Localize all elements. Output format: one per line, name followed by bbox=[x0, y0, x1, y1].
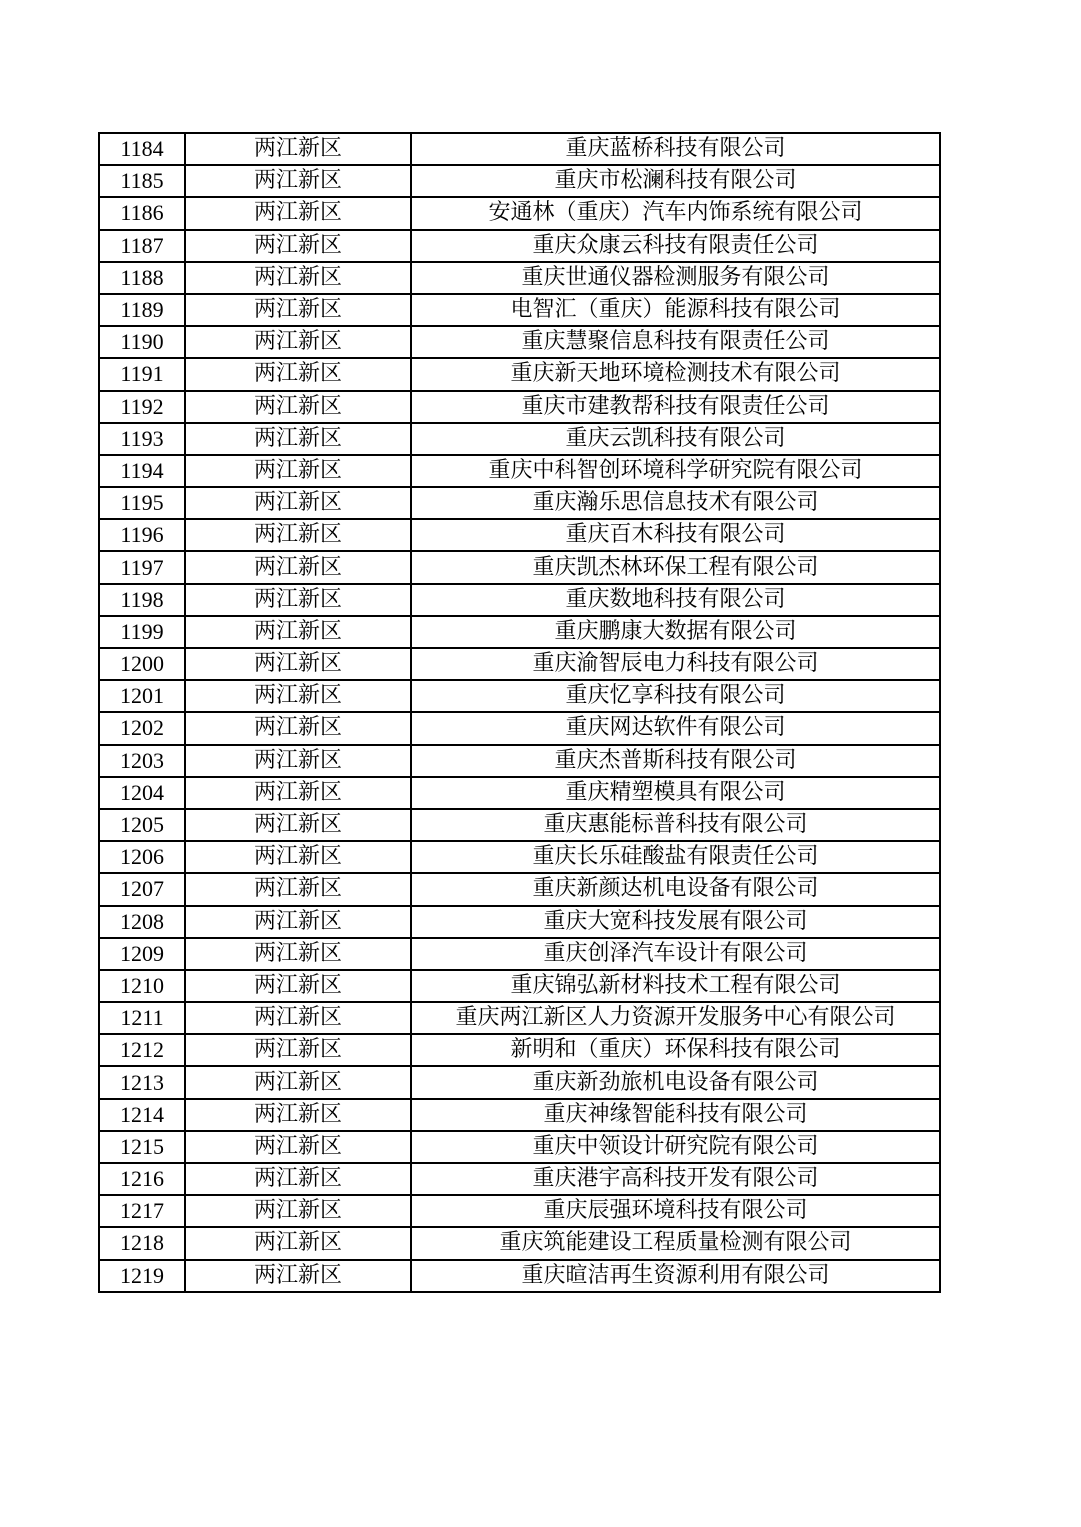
row-number-cell: 1204 bbox=[99, 777, 185, 809]
row-number-cell: 1199 bbox=[99, 616, 185, 648]
company-name-cell: 重庆鹏康大数据有限公司 bbox=[411, 616, 940, 648]
row-number-cell: 1216 bbox=[99, 1163, 185, 1195]
company-name-cell: 重庆瀚乐思信息技术有限公司 bbox=[411, 487, 940, 519]
table-row bbox=[99, 777, 940, 809]
company-name-cell: 重庆新天地环境检测技术有限公司 bbox=[411, 358, 940, 390]
row-number-cell: 1208 bbox=[99, 906, 185, 938]
company-name-cell: 电智汇（重庆）能源科技有限公司 bbox=[411, 294, 940, 326]
table-row bbox=[99, 1260, 940, 1292]
company-name-cell: 重庆市松澜科技有限公司 bbox=[411, 165, 940, 197]
row-number-cell: 1195 bbox=[99, 487, 185, 519]
company-name-cell: 重庆新劲旅机电设备有限公司 bbox=[411, 1066, 940, 1098]
table-row bbox=[99, 197, 940, 229]
table-row bbox=[99, 873, 940, 905]
district-cell: 两江新区 bbox=[185, 423, 411, 455]
row-number-cell: 1211 bbox=[99, 1002, 185, 1034]
company-name-cell: 重庆辰强环境科技有限公司 bbox=[411, 1195, 940, 1227]
table-row bbox=[99, 1131, 940, 1163]
company-name-cell: 重庆长乐硅酸盐有限责任公司 bbox=[411, 841, 940, 873]
district-cell: 两江新区 bbox=[185, 455, 411, 487]
table-row bbox=[99, 1227, 940, 1259]
district-cell: 两江新区 bbox=[185, 133, 411, 165]
row-number-cell: 1184 bbox=[99, 133, 185, 165]
table-row bbox=[99, 1034, 940, 1066]
district-cell: 两江新区 bbox=[185, 519, 411, 551]
row-number-cell: 1194 bbox=[99, 455, 185, 487]
row-number-cell: 1205 bbox=[99, 809, 185, 841]
company-name-cell: 重庆港宇高科技开发有限公司 bbox=[411, 1163, 940, 1195]
district-cell: 两江新区 bbox=[185, 1066, 411, 1098]
company-name-cell: 重庆百木科技有限公司 bbox=[411, 519, 940, 551]
table-row bbox=[99, 970, 940, 1002]
district-cell: 两江新区 bbox=[185, 616, 411, 648]
company-name-cell: 重庆中科智创环境科学研究院有限公司 bbox=[411, 455, 940, 487]
row-number-cell: 1201 bbox=[99, 680, 185, 712]
table-row bbox=[99, 616, 940, 648]
row-number-cell: 1197 bbox=[99, 551, 185, 583]
table-row bbox=[99, 1099, 940, 1131]
company-name-cell: 重庆凯杰林环保工程有限公司 bbox=[411, 551, 940, 583]
district-cell: 两江新区 bbox=[185, 294, 411, 326]
company-name-cell: 安通林（重庆）汽车内饰系统有限公司 bbox=[411, 197, 940, 229]
district-cell: 两江新区 bbox=[185, 197, 411, 229]
row-number-cell: 1202 bbox=[99, 712, 185, 744]
district-cell: 两江新区 bbox=[185, 487, 411, 519]
district-cell: 两江新区 bbox=[185, 1002, 411, 1034]
table-row bbox=[99, 745, 940, 777]
row-number-cell: 1218 bbox=[99, 1227, 185, 1259]
district-cell: 两江新区 bbox=[185, 1227, 411, 1259]
district-cell: 两江新区 bbox=[185, 1034, 411, 1066]
company-name-cell: 重庆神缘智能科技有限公司 bbox=[411, 1099, 940, 1131]
table-row bbox=[99, 1066, 940, 1098]
row-number-cell: 1192 bbox=[99, 391, 185, 423]
row-number-cell: 1219 bbox=[99, 1260, 185, 1292]
table-row bbox=[99, 455, 940, 487]
district-cell: 两江新区 bbox=[185, 326, 411, 358]
company-name-cell: 重庆慧聚信息科技有限责任公司 bbox=[411, 326, 940, 358]
row-number-cell: 1198 bbox=[99, 584, 185, 616]
table-row bbox=[99, 358, 940, 390]
table-row bbox=[99, 165, 940, 197]
company-name-cell: 重庆市建教帮科技有限责任公司 bbox=[411, 391, 940, 423]
row-number-cell: 1217 bbox=[99, 1195, 185, 1227]
row-number-cell: 1187 bbox=[99, 230, 185, 262]
company-name-cell: 重庆大宽科技发展有限公司 bbox=[411, 906, 940, 938]
company-name-cell: 重庆众康云科技有限责任公司 bbox=[411, 230, 940, 262]
table-row bbox=[99, 391, 940, 423]
row-number-cell: 1200 bbox=[99, 648, 185, 680]
table-row bbox=[99, 551, 940, 583]
table-row bbox=[99, 906, 940, 938]
table-row bbox=[99, 230, 940, 262]
district-cell: 两江新区 bbox=[185, 938, 411, 970]
company-name-cell: 重庆渝智辰电力科技有限公司 bbox=[411, 648, 940, 680]
company-name-cell: 新明和（重庆）环保科技有限公司 bbox=[411, 1034, 940, 1066]
district-cell: 两江新区 bbox=[185, 680, 411, 712]
table-body bbox=[99, 133, 940, 1292]
district-cell: 两江新区 bbox=[185, 165, 411, 197]
company-name-cell: 重庆杰普斯科技有限公司 bbox=[411, 745, 940, 777]
row-number-cell: 1189 bbox=[99, 294, 185, 326]
district-cell: 两江新区 bbox=[185, 551, 411, 583]
table-row bbox=[99, 1002, 940, 1034]
row-number-cell: 1215 bbox=[99, 1131, 185, 1163]
company-name-cell: 重庆筑能建设工程质量检测有限公司 bbox=[411, 1227, 940, 1259]
row-number-cell: 1193 bbox=[99, 423, 185, 455]
company-name-cell: 重庆忆享科技有限公司 bbox=[411, 680, 940, 712]
row-number-cell: 1196 bbox=[99, 519, 185, 551]
row-number-cell: 1207 bbox=[99, 873, 185, 905]
company-name-cell: 重庆世通仪器检测服务有限公司 bbox=[411, 262, 940, 294]
district-cell: 两江新区 bbox=[185, 358, 411, 390]
district-cell: 两江新区 bbox=[185, 1163, 411, 1195]
table-row bbox=[99, 648, 940, 680]
district-cell: 两江新区 bbox=[185, 1099, 411, 1131]
row-number-cell: 1209 bbox=[99, 938, 185, 970]
table-row bbox=[99, 938, 940, 970]
district-cell: 两江新区 bbox=[185, 391, 411, 423]
table-row bbox=[99, 680, 940, 712]
district-cell: 两江新区 bbox=[185, 712, 411, 744]
table-row bbox=[99, 712, 940, 744]
district-cell: 两江新区 bbox=[185, 841, 411, 873]
company-name-cell: 重庆数地科技有限公司 bbox=[411, 584, 940, 616]
table-row bbox=[99, 1195, 940, 1227]
table-row bbox=[99, 809, 940, 841]
row-number-cell: 1214 bbox=[99, 1099, 185, 1131]
row-number-cell: 1191 bbox=[99, 358, 185, 390]
table-row bbox=[99, 326, 940, 358]
table-row bbox=[99, 519, 940, 551]
row-number-cell: 1212 bbox=[99, 1034, 185, 1066]
company-name-cell: 重庆锦弘新材料技术工程有限公司 bbox=[411, 970, 940, 1002]
table-row bbox=[99, 262, 940, 294]
district-cell: 两江新区 bbox=[185, 584, 411, 616]
table-row bbox=[99, 423, 940, 455]
company-name-cell: 重庆云凯科技有限公司 bbox=[411, 423, 940, 455]
company-name-cell: 重庆新颜达机电设备有限公司 bbox=[411, 873, 940, 905]
table-row bbox=[99, 133, 940, 165]
district-cell: 两江新区 bbox=[185, 648, 411, 680]
district-cell: 两江新区 bbox=[185, 745, 411, 777]
district-cell: 两江新区 bbox=[185, 809, 411, 841]
row-number-cell: 1185 bbox=[99, 165, 185, 197]
district-cell: 两江新区 bbox=[185, 970, 411, 1002]
district-cell: 两江新区 bbox=[185, 1131, 411, 1163]
row-number-cell: 1203 bbox=[99, 745, 185, 777]
district-cell: 两江新区 bbox=[185, 1260, 411, 1292]
district-cell: 两江新区 bbox=[185, 262, 411, 294]
table-row bbox=[99, 487, 940, 519]
company-name-cell: 重庆网达软件有限公司 bbox=[411, 712, 940, 744]
row-number-cell: 1213 bbox=[99, 1066, 185, 1098]
row-number-cell: 1210 bbox=[99, 970, 185, 1002]
row-number-cell: 1186 bbox=[99, 197, 185, 229]
company-name-cell: 重庆蓝桥科技有限公司 bbox=[411, 133, 940, 165]
district-cell: 两江新区 bbox=[185, 906, 411, 938]
table-row bbox=[99, 841, 940, 873]
district-cell: 两江新区 bbox=[185, 873, 411, 905]
company-name-cell: 重庆两江新区人力资源开发服务中心有限公司 bbox=[411, 1002, 940, 1034]
district-cell: 两江新区 bbox=[185, 230, 411, 262]
table-row bbox=[99, 584, 940, 616]
company-list-table bbox=[98, 132, 941, 1293]
table-row bbox=[99, 294, 940, 326]
district-cell: 两江新区 bbox=[185, 777, 411, 809]
company-name-cell: 重庆中领设计研究院有限公司 bbox=[411, 1131, 940, 1163]
company-name-cell: 重庆暄洁再生资源利用有限公司 bbox=[411, 1260, 940, 1292]
company-name-cell: 重庆创泽汽车设计有限公司 bbox=[411, 938, 940, 970]
row-number-cell: 1206 bbox=[99, 841, 185, 873]
row-number-cell: 1190 bbox=[99, 326, 185, 358]
row-number-cell: 1188 bbox=[99, 262, 185, 294]
district-cell: 两江新区 bbox=[185, 1195, 411, 1227]
company-name-cell: 重庆精塑模具有限公司 bbox=[411, 777, 940, 809]
table-row bbox=[99, 1163, 940, 1195]
company-name-cell: 重庆惠能标普科技有限公司 bbox=[411, 809, 940, 841]
